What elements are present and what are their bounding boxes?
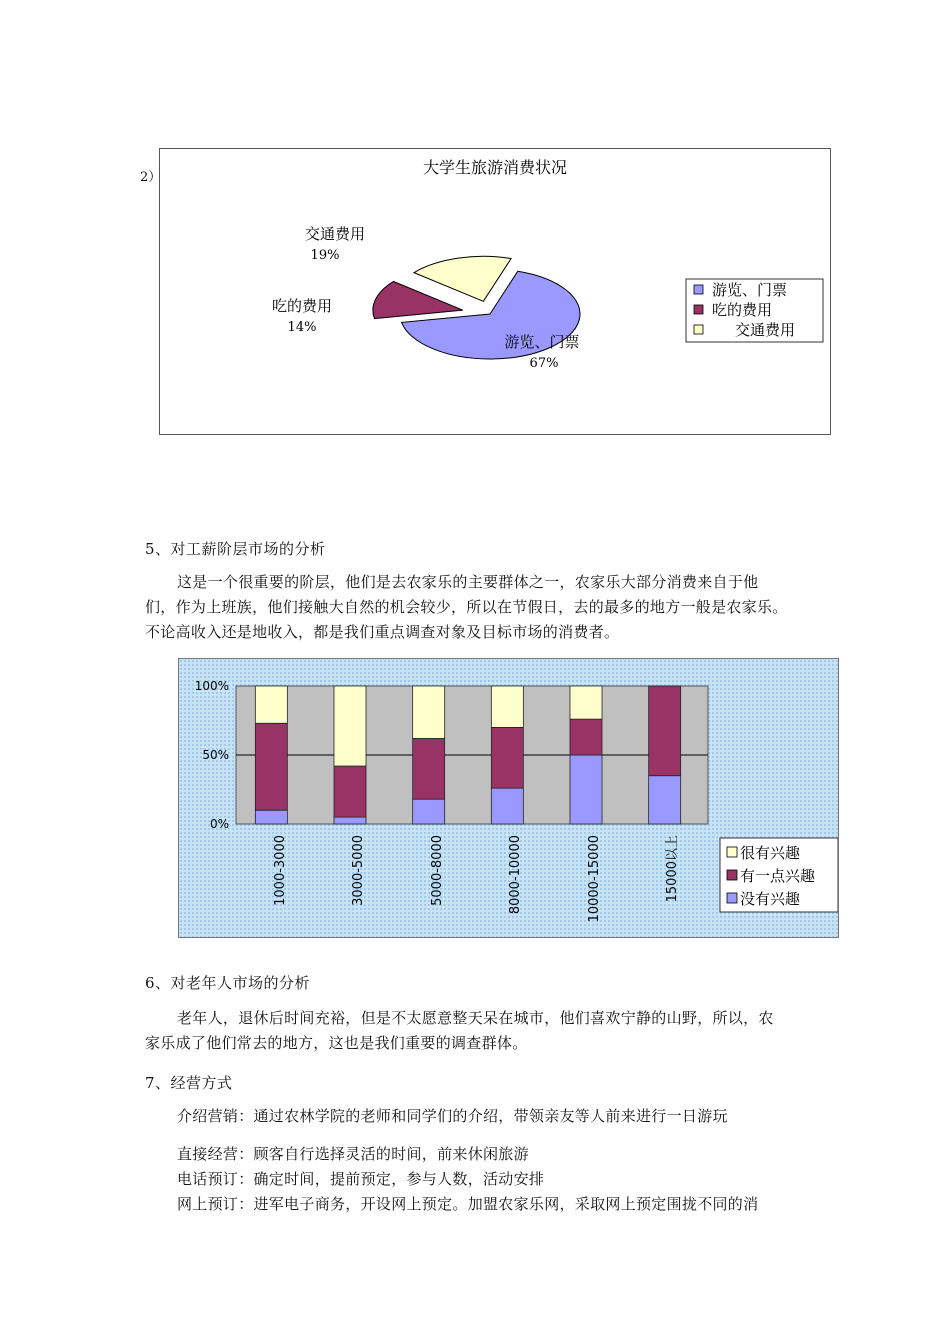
section7-line-1: 介绍营销：通过农林学院的老师和同学们的介绍，带领亲友等人前来进行一日游玩: [177, 1107, 728, 1125]
section6-line: 家乐成了他们常去的地方，这也是我们重要的调查群体。: [145, 1034, 528, 1052]
legend-label-none: 没有兴趣: [740, 890, 801, 908]
legend-swatch-very: [727, 847, 737, 857]
section6-line: 老年人，退休后时间充裕，但是不太愿意整天呆在城市，他们喜欢宁静的山野，所以，农: [177, 1009, 774, 1027]
pie-pct-transport: 19%: [310, 248, 340, 263]
pie-title: 大学生旅游消费状况: [422, 158, 568, 177]
bar-segment-some: [570, 719, 602, 755]
item-number: 2）: [140, 170, 162, 185]
x-tick-label: 10000-15000: [587, 835, 602, 923]
x-tick-label: 3000-5000: [351, 835, 366, 906]
legend-label-very: 很有兴趣: [740, 844, 801, 862]
pie-slice-transport: [414, 256, 511, 301]
section5-line: 们，作为上班族，他们接触大自然的机会较少，所以在节假日，去的最多的地方一般是农家乐。: [145, 598, 788, 616]
bar-chart-frame: [178, 658, 839, 938]
legend-swatch-tour: [694, 285, 703, 294]
pie-label-tour: 游览、门票: [504, 333, 580, 351]
section5-line: 不论高收入还是地收入，都是我们重点调查对象及目标市场的消费者。: [145, 623, 620, 641]
pie-label-food: 吃的费用: [271, 297, 333, 315]
section5-line: 这是一个很重要的阶层，他们是去农家乐的主要群体之一，农家乐大部分消费来自于他: [177, 573, 759, 591]
y-tick-label: 100%: [194, 679, 229, 693]
x-tick-label: 1000-3000: [273, 835, 288, 906]
bar-segment-some: [334, 766, 366, 817]
bar-segment-none: [491, 788, 523, 824]
bar-segment-some: [491, 727, 523, 788]
legend-swatch-transport: [694, 325, 703, 334]
pie-chart: [160, 149, 830, 434]
pie-legend: [686, 279, 823, 342]
legend-swatch-food: [694, 305, 703, 314]
bar-segment-none: [570, 755, 602, 824]
bar-segment-very: [570, 686, 602, 719]
section6-paragraph: [145, 1006, 825, 1056]
legend-swatch-none: [727, 893, 737, 903]
section7-heading: 7、经营方式: [145, 1074, 233, 1092]
bar-segment-very: [413, 686, 445, 738]
section5-paragraph: [145, 570, 825, 645]
bar-segment-very: [334, 686, 366, 766]
bar-segment-very: [491, 686, 523, 727]
bar-segment-none: [649, 776, 681, 824]
legend-swatch-some: [727, 870, 737, 880]
legend-label-transport: 交通费用: [735, 321, 796, 339]
bar-segment-none: [334, 817, 366, 824]
legend-label-some: 有一点兴趣: [740, 867, 816, 885]
bar-segment-none: [413, 799, 445, 824]
x-tick-label: 15000以上: [665, 835, 680, 903]
bar-chart: [179, 659, 838, 937]
bar-segment-some: [255, 723, 287, 810]
pie-chart-frame: [159, 148, 831, 435]
bar-segment-none: [255, 810, 287, 824]
section7-line-3: 电话预订：确定时间，提前预定，参与人数，活动安排: [177, 1170, 545, 1188]
bar-segment-some: [649, 686, 681, 776]
bar-legend: [720, 838, 838, 912]
y-tick-label: 50%: [202, 748, 229, 762]
x-tick-label: 8000-10000: [508, 835, 523, 915]
bar-segment-some: [413, 738, 445, 799]
section6-heading: 6、对老年人市场的分析: [145, 974, 311, 992]
x-tick-label: 5000-8000: [430, 835, 445, 906]
section7-line-4: 网上预订：进军电子商务，开设网上预定。加盟农家乐网，采取网上预定围拢不同的消: [177, 1195, 759, 1213]
legend-label-food: 吃的费用: [712, 301, 773, 319]
section7-line-2: 直接经营：顾客自行选择灵活的时间，前来休闲旅游: [177, 1145, 529, 1163]
pie-pct-food: 14%: [287, 320, 317, 335]
pie-label-transport: 交通费用: [304, 225, 366, 243]
legend-label-tour: 游览、门票: [712, 281, 788, 299]
section5-heading: 5、对工薪阶层市场的分析: [145, 540, 326, 558]
y-tick-label: 0%: [209, 817, 229, 831]
pie-pct-tour: 67%: [529, 356, 559, 371]
bar-segment-very: [255, 686, 287, 723]
